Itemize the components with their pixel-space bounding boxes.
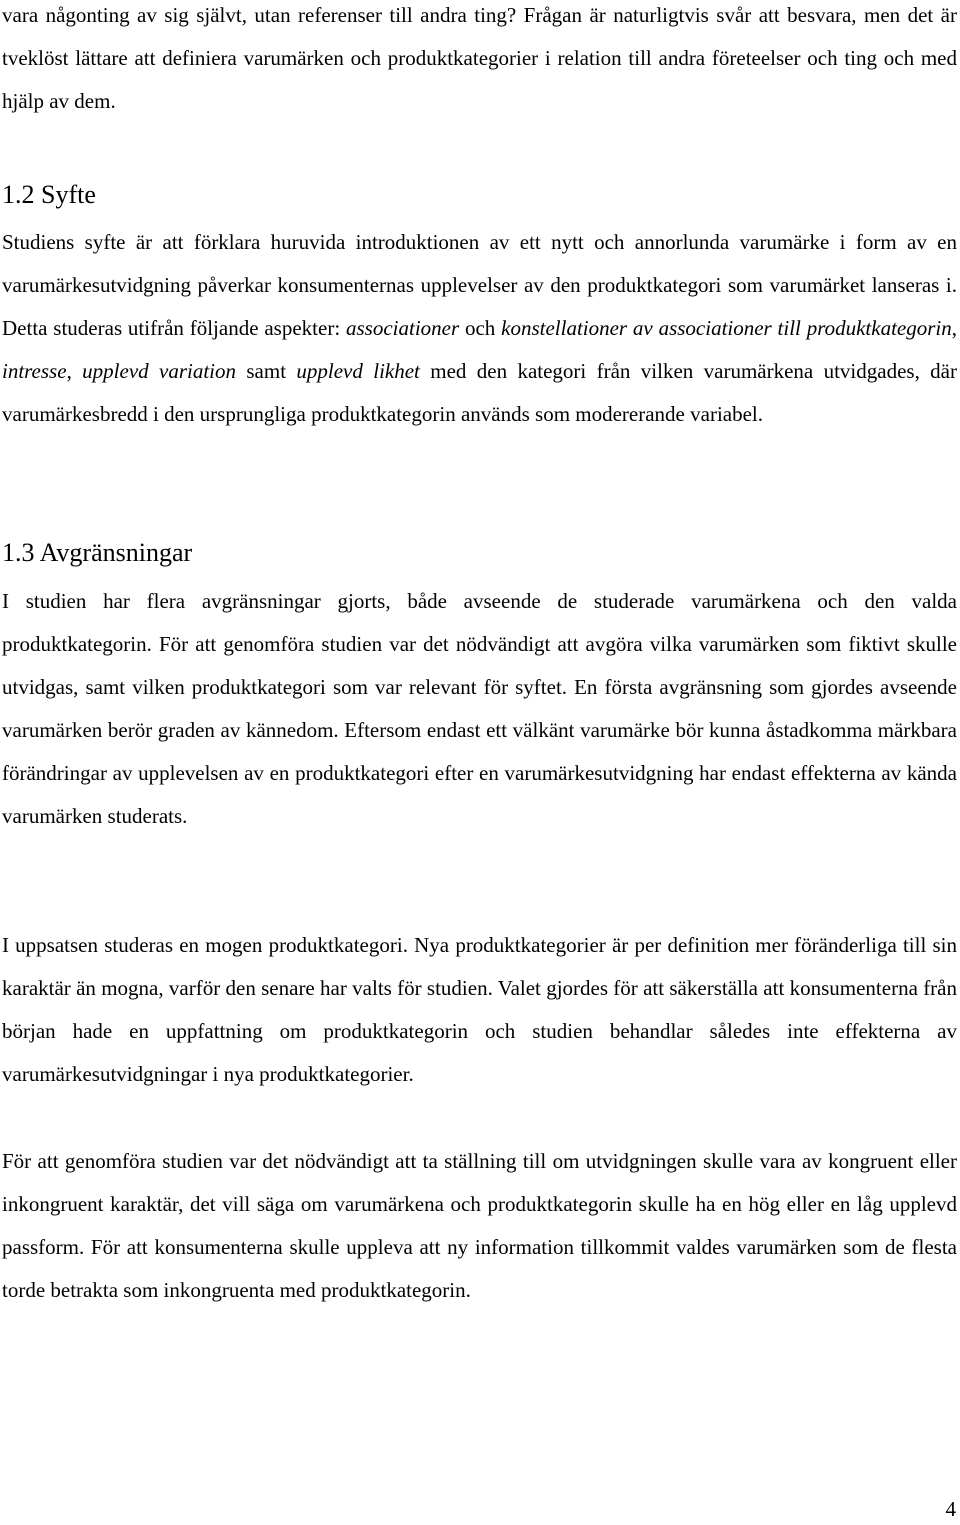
syfte-text-end: med den kategori från vilken varumärkena utvidgades, där varumärkesbredd i den ursprungliga produktkategorin används som modererande variabel. (2, 359, 957, 426)
avgransningar-paragraph-1: I studien har flera avgränsningar gjorts, både avseende de studerade varumärkena och den valda produktkategorin. För att genomföra studien var det nödvändigt att avgöra vilka varumärken som fiktivt skulle utvidgas, samt vilken produktkategori som var relevant för syftet. En första avgränsning som gjordes avseende varumärken berör graden av kännedom. Eftersom endast ett välkänt varumärke bör kunna åstadkomma märkbara förändringar av upplevelsen av en produktkategori efter en varumärkesutvidgning har endast effekterna av kända varumärken studerats. (2, 589, 957, 828)
term-intresse: intresse (2, 359, 67, 383)
syfte-paragraph (2, 221, 957, 436)
avgransningar-paragraph-2: I uppsatsen studeras en mogen produktkategori. Nya produktkategorier är per definition mer föränderliga till sin karaktär än mogna, varför den senare har valts för studien. Valet gjordes för att säkerställa att konsumenterna från början hade en uppfattning om produktkategorin och studien behandlar således inte effekterna av varumärkesutvidgningar i nya produktkategorier. (2, 933, 957, 1086)
conj-samt: samt (236, 359, 297, 383)
term-konstellationer: konstellationer av associationer till produktkategorin (501, 316, 952, 340)
comma-1: , (951, 316, 957, 340)
term-upplevd-variation: upplevd variation (82, 359, 237, 383)
avgransningar-paragraph-3: För att genomföra studien var det nödvändigt att ta ställning till om utvidgningen skulle vara av kongruent eller inkongruent karaktär, det vill säga om varumärkena och produktkategorin skulle ha en hög eller en låg upplevd passform. För att konsumenterna skulle uppleva att ny information tillkommit valdes varumärken som de flesta torde betrakta som inkongruenta med produktkategorin. (2, 1149, 957, 1302)
term-upplevd-likhet: upplevd likhet (296, 359, 420, 383)
intro-paragraph: vara någonting av sig självt, utan referenser till andra ting? Frågan är naturligtvis svår att besvara, men det är tveklöst lättare att definiera varumärken och produktkategorier i relation till andra företeelser och ting och med hjälp av dem. (2, 3, 957, 113)
comma-2: , (66, 359, 83, 383)
term-associationer: associationer (345, 316, 460, 340)
page-number: 4 (945, 1497, 956, 1521)
syfte-text-start: Studiens syfte är att förklara huruvida introduktionen av ett nytt och annorlunda varumärke i form av en varumärkesutvidgning påverkar konsumenternas upplevelser av den produktkategori som varumärket lanseras i. Detta studeras utifrån följande aspekter: (2, 230, 957, 340)
section-heading-avgransningar: 1.3 Avgränsningar (2, 538, 193, 567)
conj-och: och (459, 316, 502, 340)
section-heading-syfte: 1.2 Syfte (2, 180, 96, 209)
